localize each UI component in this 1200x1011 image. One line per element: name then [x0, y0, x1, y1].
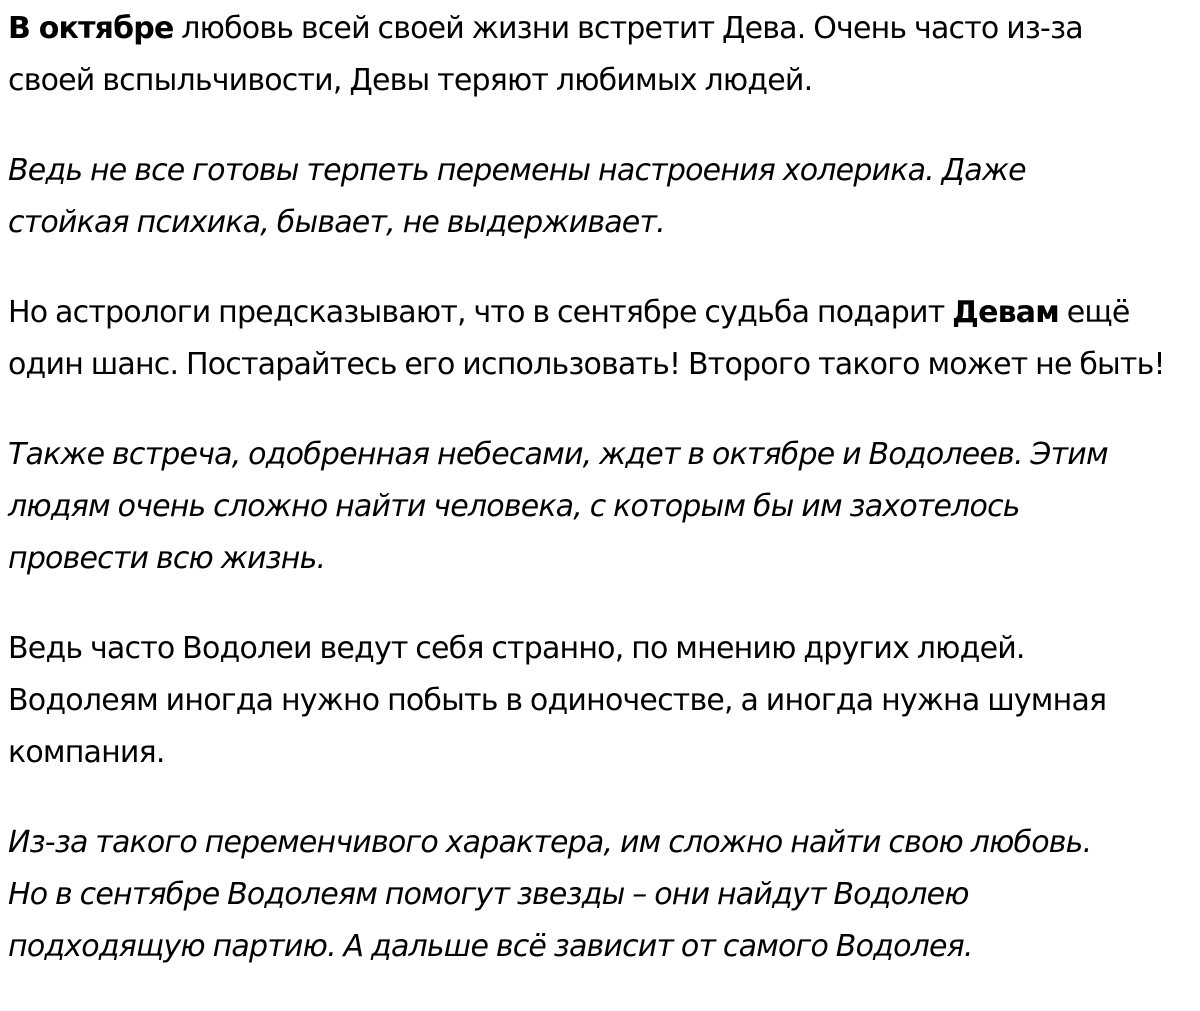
- paragraph-virgo-temper: [8, 145, 1200, 249]
- paragraph-line: Но в сентябре Водолеям помогут звезды – они найдут Водолею: [8, 877, 969, 912]
- paragraph-line: один шанс. Постарайтесь его использовать! Второго такого может не быть!: [8, 347, 1165, 382]
- bold-text: Девам: [952, 295, 1059, 330]
- paragraph-line: подходящую партию. А дальше всё зависит от самого Водолея.: [8, 929, 973, 964]
- paragraph-aquarius-behavior: [8, 623, 1200, 779]
- paragraph-line: компания.: [8, 735, 165, 770]
- paragraph-line: Водолеям иногда нужно побыть в одиночестве, а иногда нужна шумная: [8, 683, 1107, 718]
- article-body: [8, 0, 1200, 1011]
- bold-text: В октябре: [8, 11, 174, 46]
- paragraph-line: провести всю жизнь.: [8, 541, 326, 576]
- text-span: любовь всей своей жизни встретит Дева. Очень часто из-за: [173, 11, 1083, 46]
- paragraph-line: Также встреча, одобренная небесами, ждет в октябре и Водолеев. Этим: [8, 437, 1108, 472]
- text-span: ещё: [1058, 295, 1130, 330]
- paragraph-line: [8, 287, 1200, 339]
- paragraph-line: Из-за такого переменчивого характера, им сложно найти свою любовь.: [8, 825, 1092, 860]
- paragraph-line: стойкая психика, бывает, не выдерживает.: [8, 205, 665, 240]
- paragraph-line: своей вспыльчивости, Девы теряют любимых людей.: [8, 63, 813, 98]
- paragraph-virgo-september: [8, 287, 1200, 391]
- paragraph-line: Ведь часто Водолеи ведут себя странно, по мнению других людей.: [8, 631, 1025, 666]
- paragraph-aquarius-september: [8, 817, 1200, 973]
- text-span: Но астрологи предсказывают, что в сентябре судьба подарит: [8, 295, 953, 330]
- paragraph-line: Ведь не все готовы терпеть перемены настроения холерика. Даже: [8, 153, 1026, 188]
- paragraph-virgo-october: [8, 3, 1200, 107]
- paragraph-aquarius-october: [8, 429, 1200, 585]
- paragraph-line: людям очень сложно найти человека, с которым бы им захотелось: [8, 489, 1020, 524]
- paragraph-line: [8, 3, 1200, 55]
